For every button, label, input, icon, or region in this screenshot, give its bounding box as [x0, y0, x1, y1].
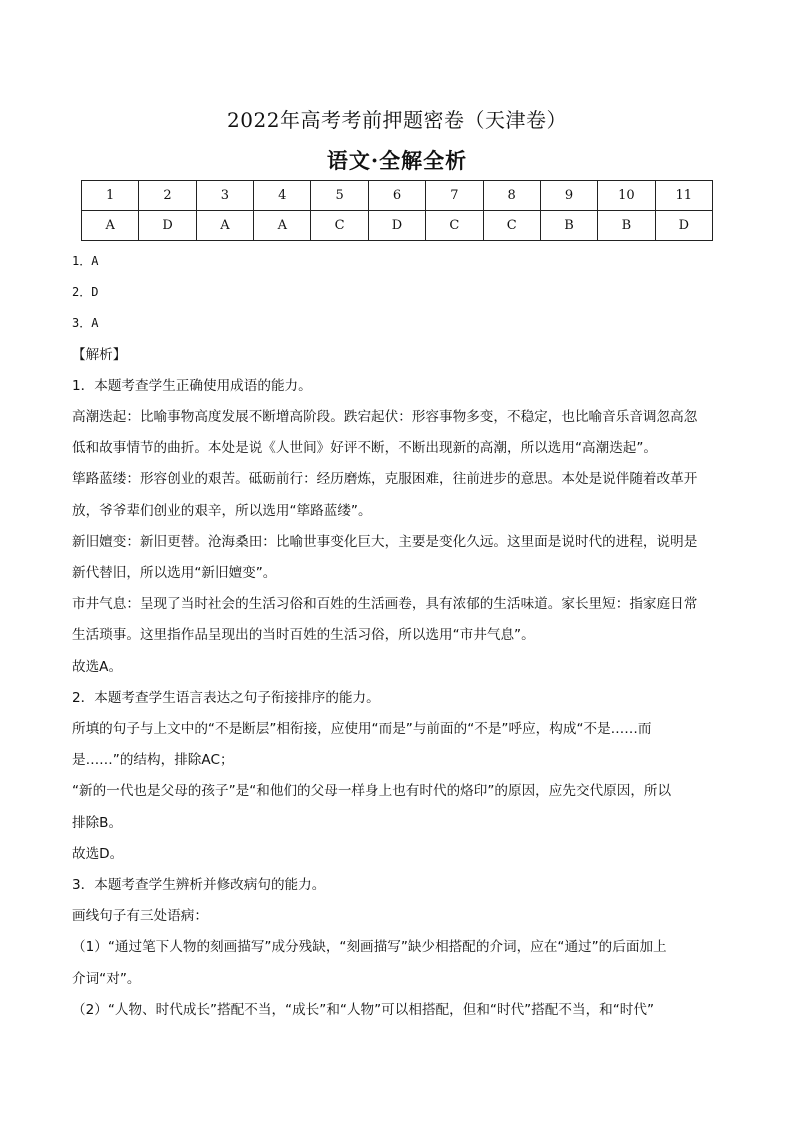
section-heading: 【解析】 — [72, 346, 127, 363]
question-number-cell: 3 — [196, 181, 253, 211]
paragraph-line: 是……”的结构，排除AC； — [72, 752, 234, 769]
paragraph-line: 排除B。 — [72, 814, 123, 831]
paragraph-line: （1）“通过笔下人物的刻画描写”成分残缺，“刻画描写”缺少相搭配的介词，应在“通过”的后面加上 — [72, 939, 667, 956]
answer-cell: C — [311, 211, 368, 241]
paragraph-line: 新旧嬗变：新旧更替。沧海桑田：比喻世事变化巨大，主要是变化久远。这里面是说时代的进程，说明是 — [72, 533, 698, 550]
paragraph-line: 高潮迭起：比喻事物高度发展不断增高阶段。跌宕起伏：形容事物多变，不稳定，也比喻音乐音调忽高忽 — [72, 409, 698, 426]
answer-cell: D — [655, 211, 712, 241]
paragraph-line: 放，爷爷辈们创业的艰辛，所以选用“筚路蓝缕”。 — [72, 502, 372, 519]
question-number-cell: 2 — [139, 181, 196, 211]
answer-line: 2．D — [72, 285, 99, 300]
paragraph-line: 筚路蓝缕：形容创业的艰苦。砥砺前行：经历磨炼，克服困难，往前进步的意思。本处是说伴随着改革开 — [72, 471, 698, 488]
paragraph-line: 故选A。 — [72, 658, 123, 675]
answer-cell: B — [540, 211, 597, 241]
paragraph-line: 新代替旧，所以选用“新旧嬗变”。 — [72, 565, 277, 582]
answer-cell: A — [196, 211, 253, 241]
question-number-cell: 7 — [426, 181, 483, 211]
answer-cell: D — [368, 211, 425, 241]
paragraph-line: 低和故事情节的曲折。本处是说《人世间》好评不断，不断出现新的高潮，所以选用“高潮迭起”。 — [72, 440, 658, 457]
paragraph-line: 所填的句子与上文中的“不是断层”相衔接，应使用“而是”与前面的“不是”呼应，构成“不是……而 — [72, 721, 652, 738]
question-number-cell: 8 — [483, 181, 540, 211]
question-number-cell: 11 — [655, 181, 712, 211]
paragraph-line: 1．本题考查学生正确使用成语的能力。 — [72, 377, 312, 394]
paragraph-line: 3．本题考查学生辨析并修改病句的能力。 — [72, 877, 326, 894]
answer-cell: D — [139, 211, 196, 241]
paragraph-line: 2．本题考查学生语言表达之句子衔接排序的能力。 — [72, 689, 380, 706]
paragraph-line: “新的一代也是父母的孩子”是“和他们的父母一样身上也有时代的烙印”的原因，应先交代原因，所以 — [72, 783, 672, 800]
document-subtitle: 语文·全解全析 — [326, 148, 468, 173]
answer-line: 1．A — [72, 254, 99, 268]
question-number-cell: 10 — [598, 181, 655, 211]
answer-line: 3．A — [72, 316, 99, 331]
answer-table — [81, 180, 713, 241]
answer-cell: A — [82, 211, 139, 241]
answer-cell: C — [483, 211, 540, 241]
question-number-cell: 1 — [82, 181, 139, 211]
paragraph-line: 画线句子有三处语病： — [72, 908, 208, 925]
answer-explanation-body — [72, 246, 732, 1026]
answer-cell: A — [254, 211, 311, 241]
paragraph-line: 市井气息：呈现了当时社会的生活习俗和百姓的生活画卷，具有浓郁的生活味道。家长里短：指家庭日常 — [72, 596, 698, 613]
answer-table-number-row — [82, 181, 713, 211]
answer-cell: C — [426, 211, 483, 241]
paragraph-line: 生活琐事。这里指作品呈现出的当时百姓的生活习俗，所以选用“市井气息”。 — [72, 627, 535, 644]
paragraph-line: （2）“人物、时代成长”搭配不当，“成长”和“人物”可以相搭配，但和“时代”搭配不当，和“时代” — [72, 1001, 655, 1018]
question-number-cell: 4 — [254, 181, 311, 211]
question-number-cell: 5 — [311, 181, 368, 211]
question-number-cell: 9 — [540, 181, 597, 211]
answer-cell: B — [598, 211, 655, 241]
paragraph-line: 故选D。 — [72, 845, 124, 862]
question-number-cell: 6 — [368, 181, 425, 211]
paragraph-line: 介词“对”。 — [72, 970, 141, 987]
answer-table-answer-row — [82, 211, 713, 241]
document-title: 2022年高考考前押题密卷（天津卷） — [227, 108, 567, 132]
